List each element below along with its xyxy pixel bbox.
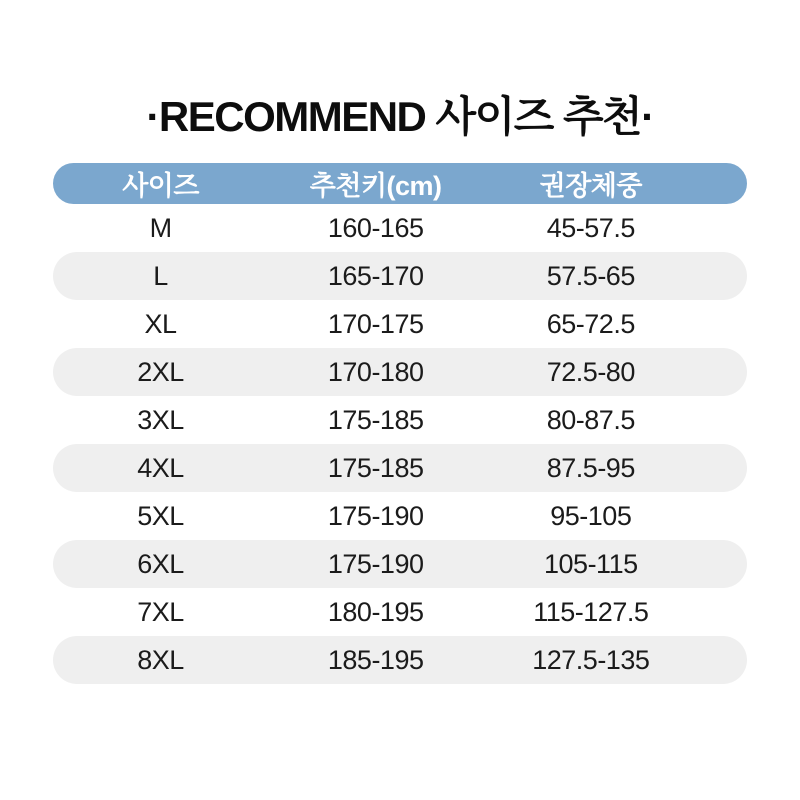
column-header-height: 추천키(cm) [309,171,442,201]
table-row [53,636,747,684]
table-row [53,540,747,588]
weight-cell: 87.5-95 [546,452,635,483]
size-cell: L [153,260,168,291]
size-cell: 8XL [137,644,184,675]
weight-cell: 95-105 [550,500,632,531]
height-cell: 175-190 [327,548,424,579]
height-cell: 170-180 [327,356,424,387]
height-cell: 170-175 [327,308,424,339]
column-header-weight: 권장체중 [539,171,642,201]
height-cell: 165-170 [327,260,424,291]
height-cell: 160-165 [327,212,424,243]
size-cell: 5XL [137,500,184,531]
column-header-size: 사이즈 [122,171,199,201]
table-row [53,348,747,396]
table-row [53,252,747,300]
page-title: ·RECOMMEND 사이즈 추천· [146,93,654,140]
table-row [53,444,747,492]
weight-cell: 65-72.5 [546,308,635,339]
height-cell: 180-195 [327,596,424,627]
weight-cell: 80-87.5 [546,404,635,435]
height-cell: 175-185 [327,452,424,483]
size-cell: 3XL [137,404,184,435]
weight-cell: 57.5-65 [546,260,635,291]
height-cell: 175-185 [327,404,424,435]
table-header-row [53,163,747,204]
weight-cell: 72.5-80 [546,356,635,387]
size-table [53,163,747,684]
table-row [53,204,747,252]
table-row [53,300,747,348]
weight-cell: 105-115 [544,548,638,579]
size-cell: M [149,212,172,243]
size-cell: 6XL [137,548,184,579]
table-row [53,396,747,444]
weight-cell: 115-127.5 [533,596,649,627]
weight-cell: 45-57.5 [546,212,635,243]
height-cell: 185-195 [327,644,424,675]
table-row [53,588,747,636]
size-cell: 4XL [137,452,184,483]
size-cell: 2XL [137,356,184,387]
weight-cell: 127.5-135 [532,644,650,675]
size-cell: 7XL [137,596,184,627]
size-cell: XL [144,308,177,339]
table-row [53,492,747,540]
height-cell: 175-190 [327,500,424,531]
